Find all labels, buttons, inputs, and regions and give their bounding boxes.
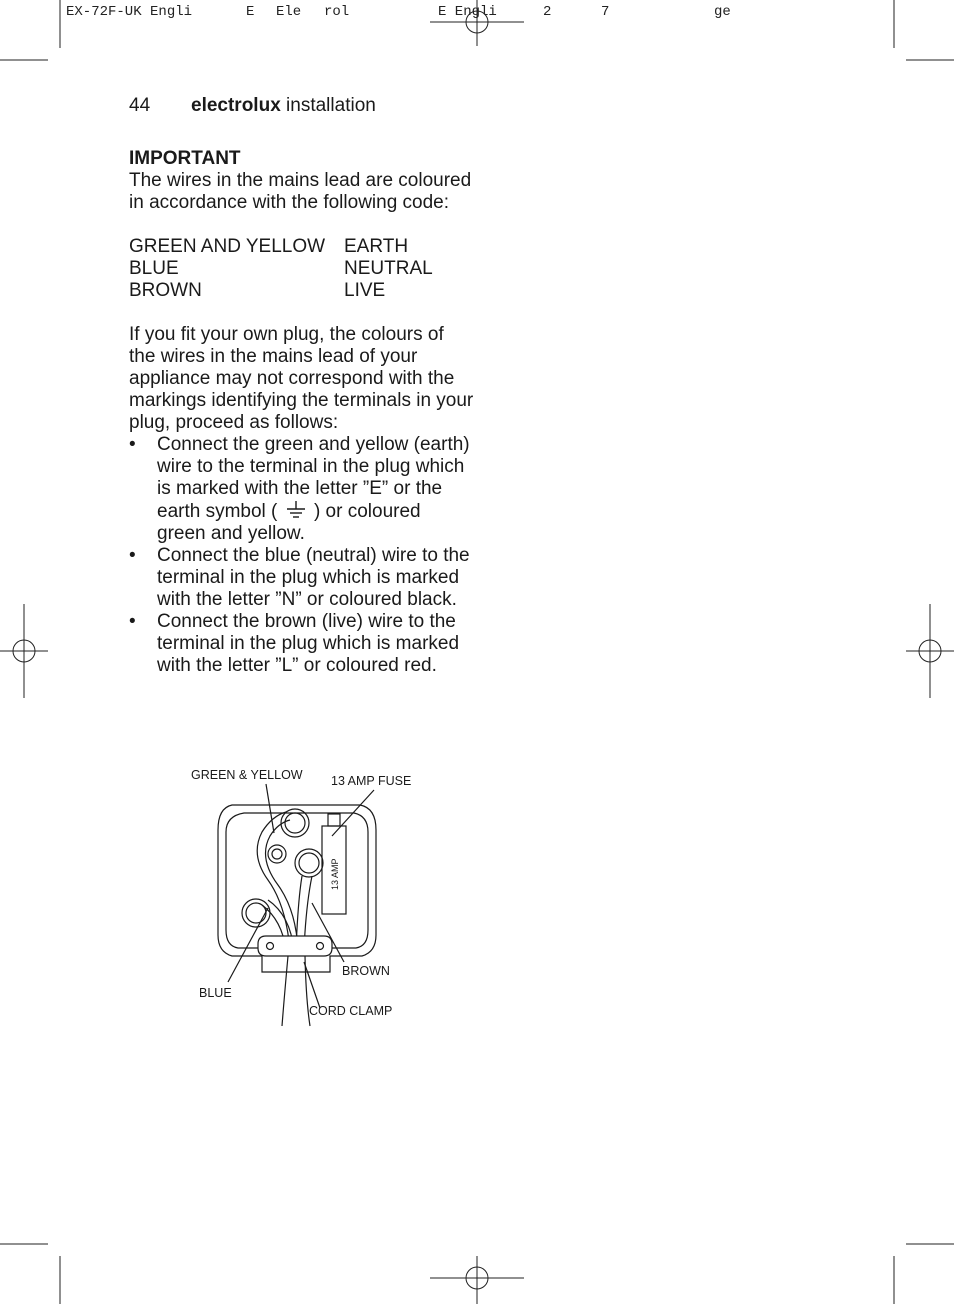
slug-part: 2 [543, 4, 552, 20]
bullet: • [129, 434, 136, 455]
wire-colour: GREEN AND YELLOW [129, 236, 326, 257]
slug-part: E [246, 4, 255, 20]
registration-mark-right [906, 604, 954, 698]
wire-code-row [129, 280, 474, 302]
brand-name: electrolux [191, 95, 281, 116]
instruction-neutral [129, 545, 474, 611]
label-green-yellow: GREEN & YELLOW [191, 768, 303, 782]
earth-terminal-screw [285, 813, 305, 833]
mains-cable [282, 956, 288, 1026]
centre-screw-head [272, 849, 282, 859]
section-title: installation [286, 95, 376, 116]
page-header [129, 95, 376, 117]
page-number: 44 [129, 95, 151, 116]
label-fuse: 13 AMP FUSE [331, 774, 412, 788]
body-text [129, 148, 474, 677]
registration-mark-left [0, 604, 48, 698]
wire-function: EARTH [344, 236, 409, 257]
instruction-earth [129, 434, 474, 545]
wiring-instructions [129, 434, 474, 677]
plug-wiring-diagram [185, 760, 445, 1035]
slug-part: EX-72F-UK Engli [66, 4, 193, 20]
slug-part: rol [324, 4, 350, 20]
fuse-clip [328, 814, 340, 826]
instruction-earth-text-b: ) or coloured green and yellow. [157, 501, 421, 544]
instruction-live [129, 611, 474, 677]
instruction-live-text: Connect the brown (live) wire to the terminal in the plug which is marked with the letter ”L” or coloured red. [157, 611, 460, 676]
live-terminal-screw [299, 853, 319, 873]
slug-part: Ele [276, 4, 302, 20]
slug-part: E Engli [438, 4, 497, 20]
label-blue: BLUE [199, 986, 232, 1000]
wire-code-table [129, 236, 474, 302]
bullet: • [129, 545, 136, 566]
wire-code-row [129, 236, 474, 258]
label-brown: BROWN [342, 964, 390, 978]
wire-code-intro: The wires in the mains lead are coloured in accordance with the following code: [129, 170, 472, 213]
registration-mark-top [430, 0, 524, 46]
cord-clamp [258, 936, 332, 956]
slug-part: 7 [601, 4, 610, 20]
slug-part: ge [714, 4, 731, 20]
earth-symbol-icon [285, 500, 307, 520]
label-cord-clamp: CORD CLAMP [309, 1004, 393, 1018]
wire-function: NEUTRAL [344, 258, 433, 279]
plug-fitting-intro: If you fit your own plug, the colours of the wires in the mains lead of your appliance may not correspond with the markings identifying the terminals in your plug, proceed as follows: [129, 324, 474, 433]
centre-screw [268, 845, 286, 863]
bullet: • [129, 611, 136, 632]
label-fuse-body: 13 AMP [330, 858, 340, 890]
instruction-neutral-text: Connect the blue (neutral) wire to the terminal in the plug which is marked with the letter ”N” or coloured black. [157, 545, 470, 610]
wire-colour: BLUE [129, 258, 179, 279]
registration-mark-bottom [430, 1256, 524, 1304]
wire-function: LIVE [344, 280, 386, 301]
wire-colour: BROWN [129, 280, 202, 301]
instruction-earth-text-a: Connect the green and yellow (earth) wire to the terminal in the plug which is marked with the letter ”E” or the earth symbol ( [157, 434, 470, 522]
wire-code-row [129, 258, 474, 280]
important-heading: IMPORTANT [129, 148, 241, 169]
